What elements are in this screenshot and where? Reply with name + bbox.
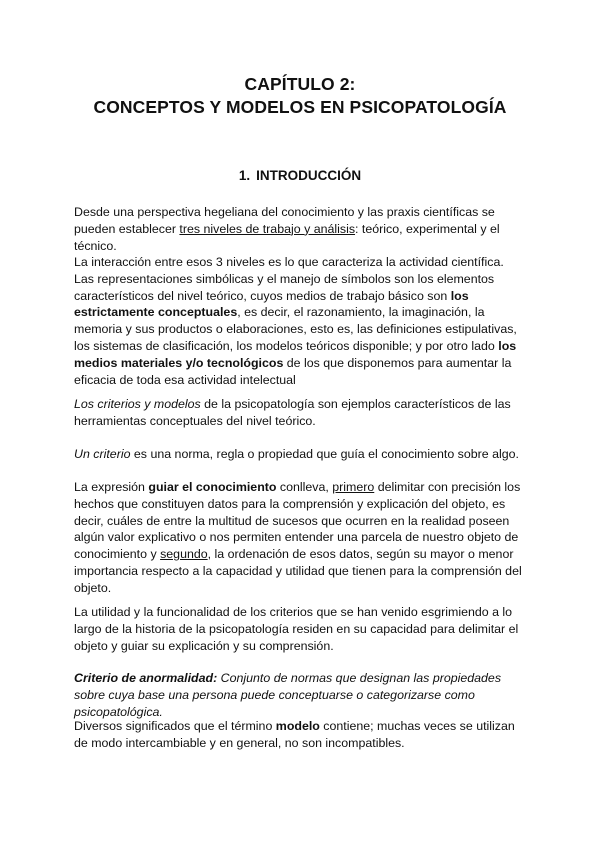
text: Diversos significados que el término <box>74 719 276 733</box>
text: es una norma, regla o propiedad que guía el conocimiento sobre algo. <box>130 447 519 461</box>
paragraph-utility <box>74 604 526 654</box>
text: Las representaciones simbólicas y el manejo de símbolos son los elementos característicos del nivel teórico, cuyos medios de trabajo básico son <box>74 271 495 303</box>
text: La interacción entre esos 3 niveles es lo que caracteriza la actividad científica. <box>74 255 504 269</box>
text: Desde una perspectiva hegeliana del conocimiento y las praxis científicas se pueden establecer <box>74 205 495 236</box>
italic-text: Conjunto de normas que designan las propiedades sobre cuya base una persona puede conceptuarse o categorizarse como psicopatológica. <box>74 671 502 719</box>
text: , la ordenación de esos datos, según su mayor o menor importancia respecto a la capacidad y utilidad que tienen para la comprensión del objeto. <box>74 547 522 595</box>
paragraph-interaction-body <box>74 271 526 389</box>
text: contiene; muchas veces se utilizan de modo intercambiable y en general, no son incompatibles. <box>74 719 515 750</box>
bold-text: guiar el conocimiento <box>148 480 277 494</box>
text: La expresión <box>74 480 149 494</box>
section-title: INTRODUCCIÓN <box>256 168 362 183</box>
underlined-text: tres niveles de trabajo y análisis <box>179 221 356 236</box>
paragraph-model <box>74 718 526 752</box>
italic-text: Un criterio <box>74 447 131 461</box>
bold-text: modelo <box>275 719 320 733</box>
section-heading <box>0 168 600 183</box>
paragraph-guide-knowledge <box>74 479 526 597</box>
paragraph-levels <box>74 204 526 254</box>
text: delimitar con precisión los hechos que constituyen datos para la comprensión y explicación del objeto, es decir, cuáles de entre la multitud de sucesos que ocurren en la realidad poseen algún valor explicativo o nos permiten entender una parcela de nuestro objeto de conocimiento y <box>74 480 521 562</box>
section-number: 1. <box>238 168 251 183</box>
text: de los que disponemos para aumentar la eficacia de toda esa actividad intelectual <box>74 355 512 387</box>
chapter-title: CAPÍTULO 2: <box>244 74 356 94</box>
bold-text: los medios materiales y/o tecnológicos <box>74 338 517 370</box>
underlined-text: segundo <box>160 547 208 562</box>
chapter-subtitle: CONCEPTOS Y MODELOS EN PSICOPATOLOGÍA <box>93 97 507 117</box>
bold-text: los estrictamente conceptuales <box>74 288 469 320</box>
paragraph-interaction <box>74 254 526 388</box>
paragraph-abnormality-criterion <box>74 670 526 720</box>
underlined-text: primero <box>332 480 375 494</box>
italic-text: Los criterios y modelos <box>74 397 201 411</box>
text: , es decir, el razonamiento, la imaginación, la memoria y sus productos o elaboraciones, esto es, las definiciones estipulativas, los sistemas de clasificación, los modelos teóricos disponible; y por otro lado <box>74 305 517 353</box>
text: La utilidad y la funcionalidad de los criterios que se han venido esgrimiendo a lo largo de la historia de la psicopatología residen en su capacidad para delimitar el objeto y guiar su explicación y su comprensión. <box>74 605 519 653</box>
text: conlleva, <box>276 480 333 494</box>
paragraph-criteria-models <box>74 396 526 430</box>
text: : teórico, experimental y el técnico. <box>74 221 500 253</box>
paragraph-criterion-definition <box>74 446 526 463</box>
text: de la psicopatología son ejemplos característicos de las herramientas conceptuales del nivel teórico. <box>74 397 511 428</box>
term-label: Criterio de anormalidad: <box>74 671 218 685</box>
